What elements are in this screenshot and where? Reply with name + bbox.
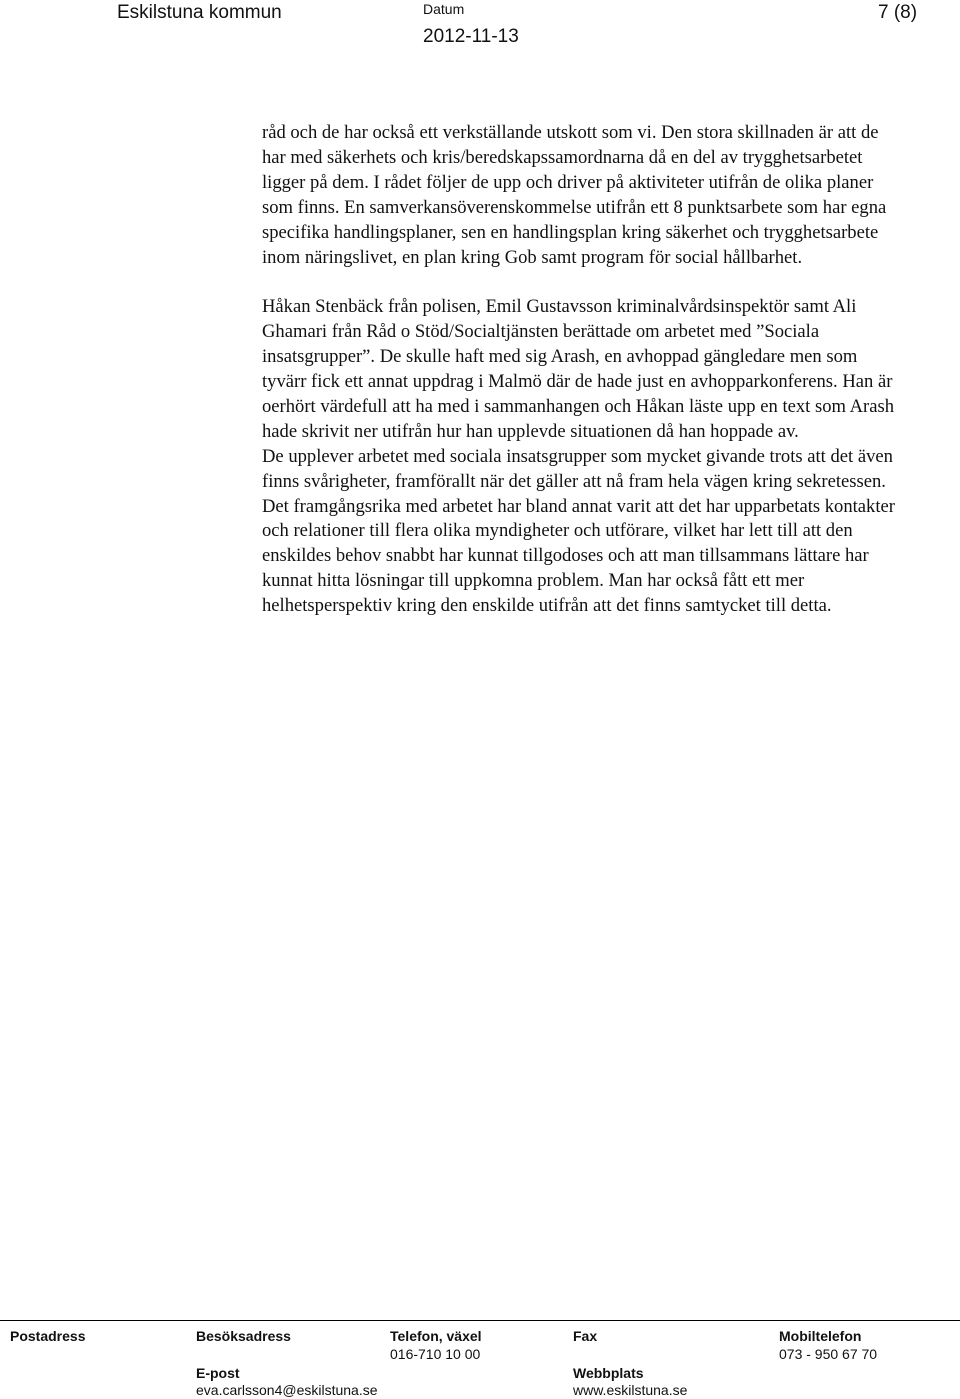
paragraph: råd och de har också ett verkställande utskott som vi. Den stora skillnaden är att de har med säkerhets och kris/beredskapssamordnarna då en del av trygghetsarbetet ligger på dem. I rådet följer de upp och driver på aktiviteter utifrån de olika planer som finns. En samverkansöverenskommelse utifrån ett 8 punktsarbete som har egna specifika handlingsplaner, sen en handlingsplan kring säkerhet och trygghetsarbete inom näringslivet, en plan kring Gob samt program för social hållbarhet. (262, 122, 887, 268)
besoksadress-label: Besöksadress (196, 1328, 291, 1344)
paragraph: Håkan Stenbäck från polisen, Emil Gustavsson kriminalvårdsinspektör samt Ali Ghamari från Råd o Stöd/Socialtjänsten berättade om arbetet med ”Sociala insatsgrupper”. De skulle haft med sig Arash, en avhoppad gängledare men som tyvärr fick ett annat uppdrag i Malmö där de hade just en avhopparkonferens. Han är oerhört värdefull att ha med i sammanhangen och Håkan läste upp en text som Arash hade skrivit ner utifrån hur han upplevde situationen då han hoppade av. (262, 296, 894, 442)
epost-link[interactable]: eva.carlsson4@eskilstuna.se (196, 1382, 378, 1398)
page-header (0, 0, 960, 60)
mobil-value: 073 - 950 67 70 (779, 1346, 878, 1362)
footer-divider (0, 1320, 960, 1321)
webbplats-label: Webbplats (573, 1365, 644, 1381)
telefon-value: 016-710 10 00 (390, 1346, 481, 1362)
telefon-label: Telefon, växel (390, 1328, 482, 1344)
page-footer (0, 1320, 960, 1399)
fax-label: Fax (573, 1328, 598, 1344)
webbplats-link[interactable]: www.eskilstuna.se (573, 1382, 688, 1398)
organization-name: Eskilstuna kommun (117, 2, 282, 23)
paragraph: De upplever arbetet med sociala insatsgrupper som mycket givande trots att det även finns svårigheter, framförallt när det gäller att nå fram hela vägen kring sekretessen. Det framgångsrika med arbetet har bland annat varit att det har upparbetats kontakter och relationer till flera olika myndigheter och utförare, vilket har lett till att den enskildes behov snabbt har kunnat tillgodoses och att man tillsammans lättare har kunnat hitta lösningar till uppkomna problem. Man har också fått ett mer helhetsperspektiv kring den enskilde utifrån att det finns samtycket till detta. (262, 445, 895, 617)
mobil-label: Mobiltelefon (779, 1328, 862, 1344)
document-body (262, 121, 902, 619)
postadress-label: Postadress (10, 1328, 86, 1344)
epost-label: E-post (196, 1365, 240, 1381)
document-date: 2012-11-13 (423, 26, 519, 47)
date-label: Datum (423, 1, 465, 17)
page-number: 7 (8) (878, 2, 918, 23)
